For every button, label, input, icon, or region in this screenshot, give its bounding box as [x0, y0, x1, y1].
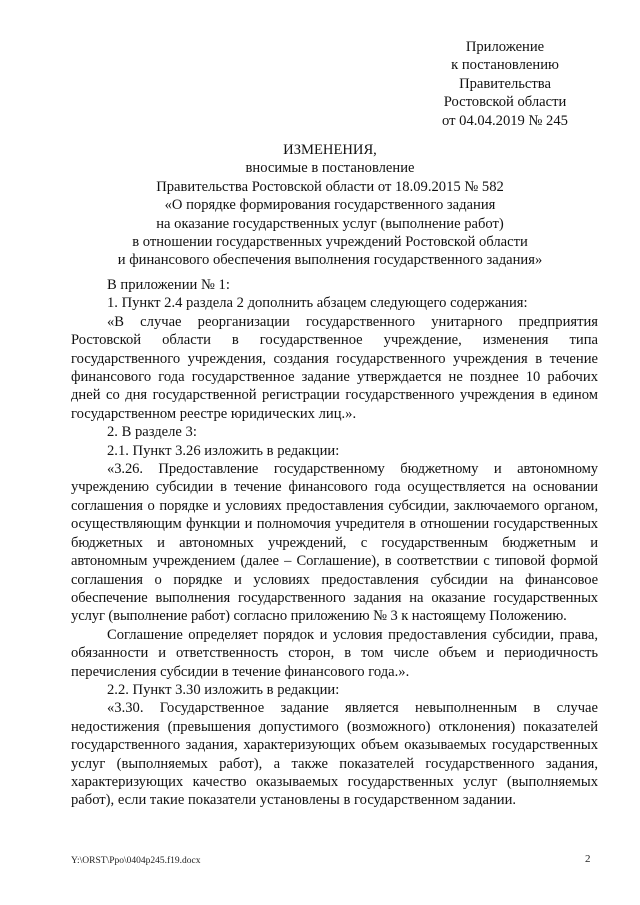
appendix-line: от 04.04.2019 № 245	[442, 112, 568, 129]
heading-line: в отношении государственных учреждений Ростовской области	[132, 234, 528, 251]
paragraph: 2.2. Пункт 3.30 изложить в редакции:	[107, 681, 340, 698]
heading-line: Правительства Ростовской области от 18.09.2015 № 582	[156, 178, 504, 195]
footer-file-path: Y:\ORST\Ppo\0404p245.f19.docx	[71, 856, 201, 866]
paragraph: 2.1. Пункт 3.26 изложить в редакции:	[107, 442, 340, 459]
paragraph: В приложении № 1:	[107, 277, 230, 293]
paragraph: «В случае реорганизации государственного унитарного предприятия Ростовской области в государственное учреждение, изменения типа государственного учреждения, создания государственного учреждения в течение финансового года государственное задание утверждается не позднее 10 рабочих дней со дня государственной регистрации государственного учреждения в едином государственном реестре юридических лиц.».	[71, 313, 598, 422]
appendix-line: Приложение	[465, 39, 545, 55]
paragraph: «3.30. Государственное задание является невыполненным в случае недостижения (превышения допустимого (возможного) отклонения) показателей государственного задания, характеризующих объем оказываемых государственных услуг (выполняемых работ), а также показателей государственного задания, характеризующих качество оказываемых государственных услуг (выполняемых работ), если такие показатели установлены в государственном задании.	[71, 700, 598, 809]
heading-line: на оказание государственных услуг (выполнение работ)	[156, 215, 504, 232]
appendix-line: Ростовской области	[443, 94, 567, 111]
paragraph: 1. Пункт 2.4 раздела 2 дополнить абзацем следующего содержания:	[107, 295, 528, 312]
document-body	[71, 276, 598, 810]
heading-line: «О порядке формирования государственного задания	[164, 197, 496, 214]
appendix-line: Правительства	[459, 75, 551, 92]
paragraph: 2. В разделе 3:	[107, 424, 197, 441]
appendix-line: к постановлению	[451, 57, 559, 74]
paragraph: Соглашение определяет порядок и условия предоставления субсидии, права, обязанности и ответственность сторон, в том числе объем и периодичность перечисления субсидии в течение финансового года.».	[71, 626, 598, 680]
page-number: 2	[585, 853, 591, 865]
document-heading	[60, 141, 600, 270]
document-title: ИЗМЕНЕНИЯ,	[283, 142, 377, 158]
paragraph: «3.26. Предоставление государственному бюджетному и автономному учреждению субсидии в течение финансового года осуществляется на основании соглашения о порядке и условиях предоставления субсидии, заключаемого органом, осуществляющим функции и полномочия учредителя в отношении государственных бюджетных и автономных учреждений, с государственным бюджетным и автономным учреждением (далее – Соглашение), в соответствии с типовой формой соглашения о порядке и условиях предоставления субсидии на финансовое обеспечение выполнения государственного задания на оказание государственных услуг (выполнение работ) согласно приложению № 3 к настоящему Положению.	[71, 461, 598, 625]
heading-line: вносимые в постановление	[245, 160, 415, 177]
heading-line: и финансового обеспечения выполнения государственного задания»	[117, 252, 543, 269]
appendix-header	[400, 38, 610, 130]
